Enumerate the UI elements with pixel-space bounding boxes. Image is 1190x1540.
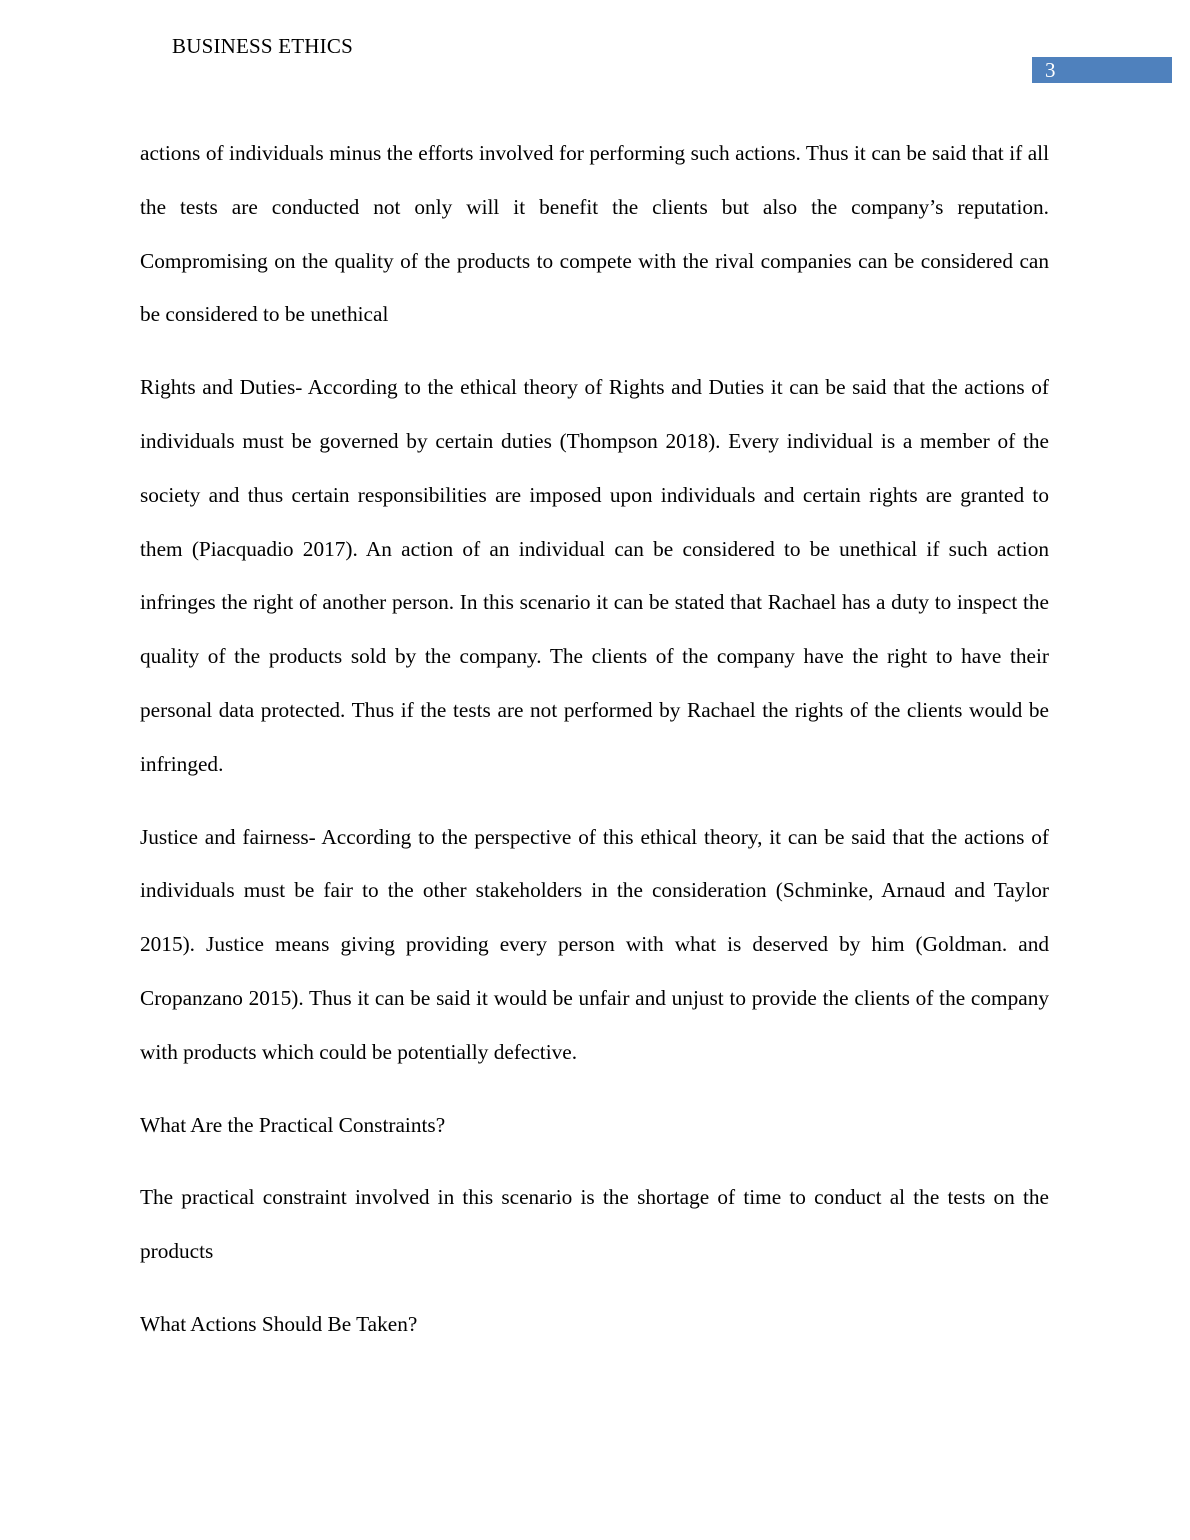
running-head: BUSINESS ETHICS: [172, 34, 353, 58]
paragraph-justice-and-fairness: Justice and fairness- According to the perspective of this ethical theory, it can be said that the actions of individuals must be fair to the other stakeholders in the consideration (Schminke, Arnaud and Taylor 2015). Justice means giving providing every person with what is deserved by him (Goldman. and Cropanzano 2015). Thus it can be said it would be unfair and unjust to provide the clients of the company with products which could be potentially defective.: [140, 824, 1049, 1064]
document-body: [140, 127, 1049, 1371]
page-number-box: [1032, 57, 1172, 83]
page-number: 3: [1045, 58, 1056, 82]
heading-practical-constraints: What Are the Practical Constraints?: [140, 1112, 446, 1137]
paragraph-practical-constraints: The practical constraint involved in this scenario is the shortage of time to conduct al the tests on the products: [140, 1185, 1049, 1264]
paragraph-consequences-conclusion: actions of individuals minus the efforts involved for performing such actions. Thus it can be said that if all the tests are conducted not only will it benefit the clients but also the company’s reputation. Compromising on the quality of the products to compete with the rival companies can be considered can be considered to be unethical: [140, 141, 1049, 327]
paragraph-rights-and-duties: Rights and Duties- According to the ethical theory of Rights and Duties it can be said that the actions of individuals must be governed by certain duties (Thompson 2018). Every individual is a member of the society and thus certain responsibilities are imposed upon individuals and certain rights are granted to them (Piacquadio 2017). An action of an individual can be considered to be unethical if such action infringes the right of another person. In this scenario it can be stated that Rachael has a duty to inspect the quality of the products sold by the company. The clients of the company have the right to have their personal data protected. Thus if the tests are not performed by Rachael the rights of the clients would be infringed.: [140, 375, 1049, 776]
heading-actions: What Actions Should Be Taken?: [140, 1311, 418, 1336]
